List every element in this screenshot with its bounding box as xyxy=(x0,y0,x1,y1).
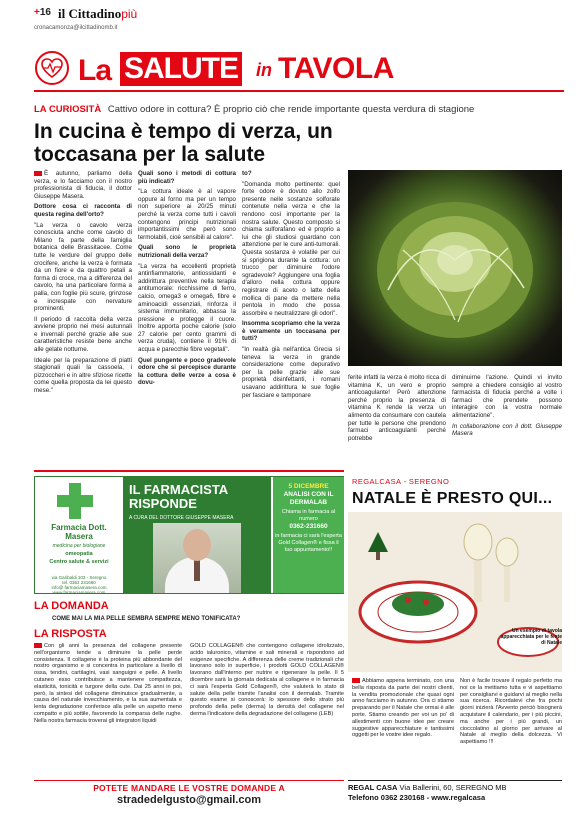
header-word-la: La xyxy=(78,54,112,87)
pharmacy-cross-icon xyxy=(55,481,95,521)
article-column-5: diminuirne l'azione. Quindi vi invito sempre a chiedere consiglio al vostro farmacista di fiducia perché a volte i farmaci che prendete possono interagire con la vostra normale alimentazione". In collaborazione con il dott. Giuseppe Masera xyxy=(452,374,562,438)
footer-email-link[interactable]: stradedelgusto@gmail.com xyxy=(117,794,261,806)
section-email: cronacamonza@ilcittadinomb.it xyxy=(34,25,118,31)
article-byline: In collaborazione con il dott. Giuseppe Masera xyxy=(452,422,562,438)
regal-title: NATALE È PRESTO QUI... xyxy=(352,490,553,507)
paragraph-bullet-icon xyxy=(352,678,360,683)
risposta-label: LA RISPOSTA xyxy=(34,628,107,640)
section-header xyxy=(34,50,564,92)
farmacia-omeopatia: omeopatia xyxy=(65,551,93,557)
risposta-column-2: GOLD COLLAGEN® che contengono collagene idrolizzato, acido ialuronico, vitamine e sali minerali e rispondono ad esigenze specifiche. A differenza delle creme tradizionali che lavorano solo in superficie, i prodotti GOLD COLLAGEN® lavorano dall'interno per nutrire e rigenerare la pelle. Il 5 dicembre sarà la giornata dedicata al collagene e in farmacia ci sarà l'esperta Gold Collagen®, che valuterà lo stato di salute della pelle tramite l'analisi con il dermalab. Tramite questo esame si conoscerà: lo spessore dello strato più profondo della pelle (derma) la densità del collagene nel derma l'indicatore della degradazione del collagene (LEB) xyxy=(190,643,344,717)
risposta-column-1: Con gli anni la presenza del collagene presente nell'organismo tende a diminuire la pelle perde consistenza. Il collagene è la proteina più abbondante del nostro organismo e si concentra in particolare a livello di ossa, tendini, cartilagini, vasi sanguigni e pelle. A livello cutaneo esso contribuisce a mantenere compattezza, elasticità, tonicità e turgore della cute. Dai 25 anni in poi, però, la sintesi del collagene diminuisce gradualmente, a causa del naturale invecchiamento, e la sua aumentata e lenta degradazione conferisce alla pelle un aspetto meno compatto e più sottile, favorendo la comparsa delle rughe. Nella nostra farmacia troverai gli integratori liquidi xyxy=(34,643,182,724)
farmacia-tagline: medicina per biologiane xyxy=(52,543,106,549)
christmas-table-photo xyxy=(348,512,562,672)
heart-health-icon xyxy=(34,50,70,86)
dermalab-promo: 5 DICEMBRE ANALISI CON IL DERMALAB Chiama in farmacia al numero 0362-231660 in farmacia ci sarà l'esperta Gold Collagen® e fissa il tuo appuntamento!! xyxy=(273,477,344,593)
pharmacy-advert[interactable] xyxy=(34,476,344,594)
farmacia-centro: Centro salute & servizi xyxy=(49,559,109,565)
article-column-2: Quali sono i metodi di cottura più indicati? "La cottura ideale è al vapore oppure al forno ma per un tempo non superiore ai 20/25 minuti perché la verza come tutti i cavoli contengono principi nutrizionali importantissimi che però sono termolabili, cioè sensibili al calore". Quali sono le proprietà nutrizionali della verza? "La verza ha eccellenti proprietà antinfiammatorie, antiossidanti e addirittura preventive nella terapia antitumorale: ricchissime di ferro, calcio, omega3 e omega6, fibre e aminoacidi essenziali, rinforza il sistema immunitario, abbassa la pressione e protegge il cuore. Inoltre apporta poche calorie (solo 27 calorie per cento grammi di verza cruda), contiene il 91% di acqua e parecchie fibre vegetali". Quel pungente e poco gradevole odore che si percepisce durante la cottura delle verze a cosa è dovu- xyxy=(138,170,236,387)
paragraph-bullet-icon xyxy=(34,171,42,176)
farmacia-logo xyxy=(39,481,119,595)
regal-footer xyxy=(348,780,562,803)
domanda-text: COME MAI LA MIA PELLE SEMBRA SEMPRE MENO TONIFICATA? xyxy=(52,616,241,622)
section-divider xyxy=(34,470,344,472)
farmacista-risponde-title: IL FARMACISTA RISPONDE xyxy=(129,482,228,511)
article-headline: In cucina è tempo di verza, un toccasana per la salute xyxy=(34,120,333,166)
regal-column-2: Non è facile trovare il regalo perfetto ma noi ce la mettiamo tutta e vi aspettiamo per consigliarvi e guidarvi al meglio nella sua ricerca. Ricordatevi che fra pochi giorni inizierà l'Avvento perciò bisognerà acquistare il calendario, per i più piccini, ma anche per i più grandi, un cioccolatino al giorno per arrivare al Natale al meglio della dolcezza. Vi aspettiamo !!! xyxy=(460,678,562,746)
farmacista-risponde-panel xyxy=(123,477,271,593)
header-word-in: in xyxy=(256,60,272,80)
farmacista-risponde-subtitle: A CURA DEL DOTTORE GIUSEPPE MASERA xyxy=(129,515,234,521)
domanda-label: LA DOMANDA xyxy=(34,600,109,612)
header-word-tavola: TAVOLA xyxy=(278,52,394,85)
curiosita-summary: Cattivo odore in cottura? È proprio ciò che rende importante questa verdura di stagione xyxy=(107,104,475,115)
doctor-photo xyxy=(153,523,241,593)
article-column-1: È autunno, parliamo della verza, e lo facciamo con il nostro professionista di fiducia, il dottor Giuseppe Masera. Dottore cosa ci racconta di questa regina dell'orto? "La verza o cavolo verza conosciuta anche come cavolo di Milano fa parte della famiglia botanica delle Brassitacee. Come tutte le verdure del gruppo delle crocifere, anche la verza è formata da un fiore e da quattro petali a forma di croce, ma a differenza del cavolo, ha una particolare forma a palla, con foglie più scure, grinzose e increspate con nervature prominenti. Il periodo di raccolta della verza avviene proprio nei mesi autunnali e invernali perché grazie alle sue caratteristiche resiste bene anche alle gelate notturne. Ideale per la preparazione di piatti stagionali quali la cassoela, i pizzoccheri e in altre sfiziose ricette come quella proposta da lei questo mese." xyxy=(34,170,132,395)
table-setting-illustration xyxy=(348,512,562,672)
curiosita-strap xyxy=(34,104,564,115)
farmacia-contacts: via Garibaldi 103 - Seregno tel. 0362 231660 info@ farmaciamasera.com www.farmaciamasera.com xyxy=(51,575,107,595)
regal-kicker: REGALCASA - SEREGNO xyxy=(352,477,450,486)
footer-promo: POTETE MANDARE LE VOSTRE DOMANDE A xyxy=(93,783,285,793)
regal-address: Via Ballerini, 60, SEREGNO MB xyxy=(399,783,507,792)
article-column-3: to? "Domanda molto pertinente: quel forte odore è dovuto allo zolfo presente nelle sostanze solforate contenute nella verza e che la rendono così importante per la nostra salute. Questo composto si chiama sulforafano ed è proprio a lui che gli studiosi guardano con attenzione per le cure anti-tumorali. Questa sostanza è volatile per cui si sprigiona durante la cottura: un trucco per diminuire l'odore sgradevole? Aggiungere una foglia d'alloro nella cottura oppure registrare di aceto o latte della mollica di pane da mettere nella pentola in modo che possa assorbire e neutralizzare gli odori". Insomma scopriamo che la verza è veramente un toccasana per tutti? "In realtà già nell'antica Grecia si teneva la verza in grande considerazione come depurativo per la pelle grazie alle sue proprietà disinfettanti, i romani usavano addirittura le sue foglie per fasciare e tamponare xyxy=(242,170,340,399)
header-word-salute: SALUTE xyxy=(120,52,242,86)
cabbage-illustration xyxy=(348,170,562,366)
farmacia-name: Farmacia Dott. Masera xyxy=(51,523,107,541)
page-topbar xyxy=(34,6,564,22)
curiosita-kicker: LA CURIOSITÀ xyxy=(34,104,102,115)
questions-footer xyxy=(34,780,344,810)
regal-name: REGAL CASA xyxy=(348,783,398,792)
regal-column-1: Abbiamo appena terminato, con una bella risposta da parte dei nostri clienti, la vendita promozionale che quasi ogni anno facciamo in autunno. Ora ci stiamo preparando per il Natale che ormai è alle porte. Stiamo creando per voi un po' di allestimenti con buone idee per creare suggestive apparecchiature e tantissimi oggetti per le vostre idee regalo. xyxy=(352,678,454,739)
page-number: +16 xyxy=(34,7,51,18)
photo-caption: Un esempio di tavola apparecchiata per le feste di Natale xyxy=(500,628,562,646)
cabbage-photo xyxy=(348,170,562,366)
paragraph-bullet-icon xyxy=(34,643,42,648)
regal-phone[interactable]: Telefono 0362 230168 - www.regalcasa xyxy=(348,793,486,802)
article-column-4: ferite infatti la verza è molto ricca di vitamina K, un vero e proprio anticoagulante! Però attenzione perché proprio la presenza di vitamina K rende la verza un alimento da consumare con cautela per tutte le persone che prendono farmaci anticoagulanti perché potrebbe xyxy=(348,374,446,442)
newspaper-logo: il Cittadinopiù xyxy=(58,6,138,21)
